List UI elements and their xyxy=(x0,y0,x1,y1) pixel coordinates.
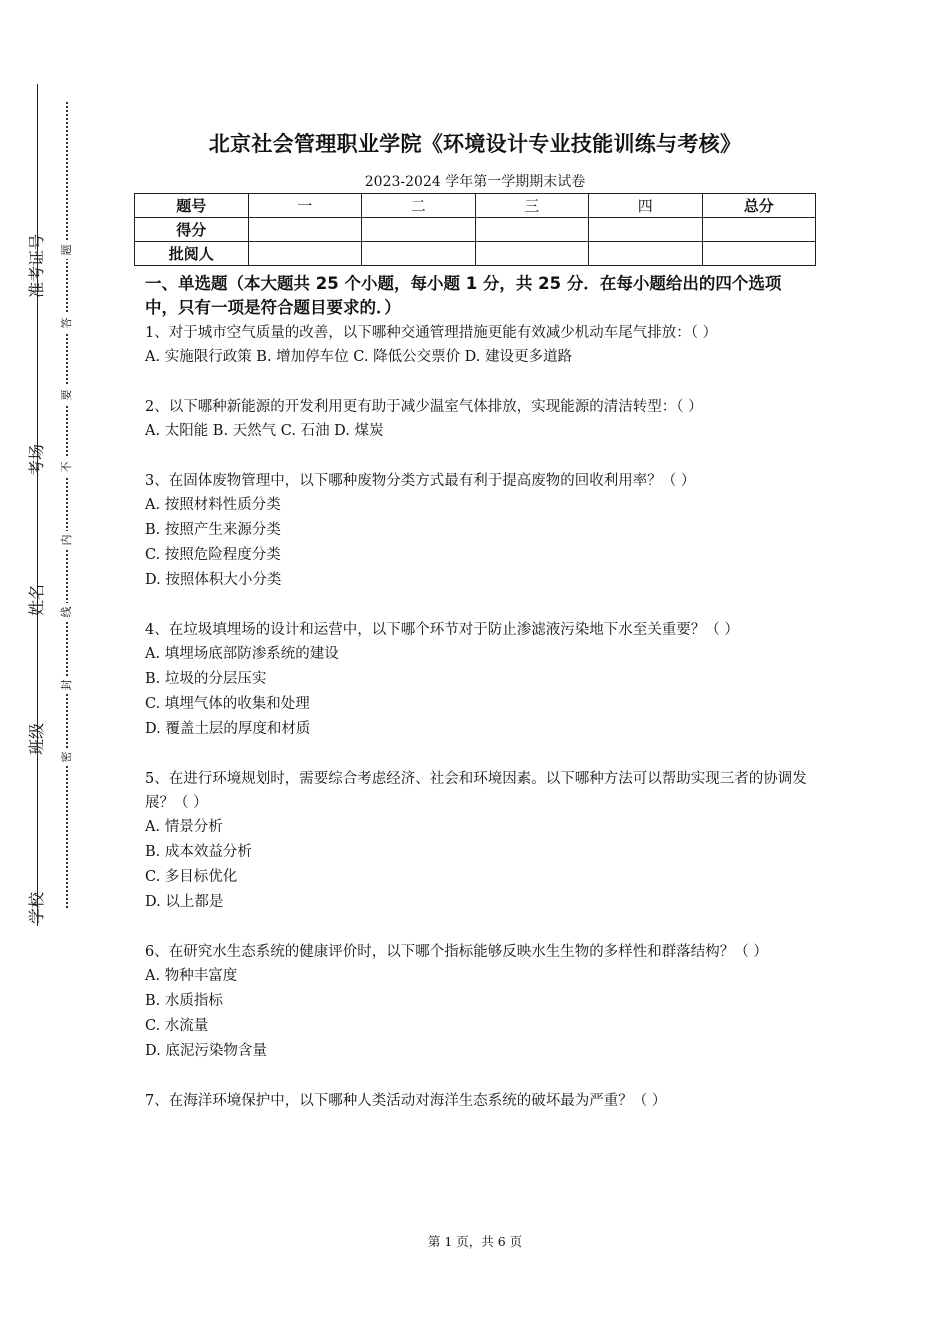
table-cell xyxy=(248,242,362,266)
seal-char: 密 xyxy=(60,748,74,766)
question-option: D. 按照体积大小分类 xyxy=(145,572,282,588)
seal-char: 题 xyxy=(60,241,74,259)
field-label-exam-room: 考场 xyxy=(27,443,46,476)
question-option: A. 按照材料性质分类 xyxy=(145,497,281,513)
table-cell xyxy=(475,218,589,242)
question-option: B. 按照产生来源分类 xyxy=(145,522,281,538)
question xyxy=(145,618,813,742)
table-cell xyxy=(362,242,476,266)
field-label-school: 学校 xyxy=(27,891,46,924)
score-table-row xyxy=(135,218,816,242)
table-cell xyxy=(475,242,589,266)
question-stem: 6、在研究水生态系统的健康评价时，以下哪个指标能够反映水生生物的多样性和群落结构？（ ） xyxy=(145,944,768,960)
question-stem: 1、对于城市空气质量的改善，以下哪种交通管理措施更能有效减少机动车尾气排放：（ ） xyxy=(145,325,718,341)
question xyxy=(145,469,813,593)
table-cell: 批阅人 xyxy=(135,242,249,266)
question xyxy=(145,321,813,370)
question-option: C. 水流量 xyxy=(145,1018,209,1034)
question-option: D. 底泥污染物含量 xyxy=(145,1043,267,1059)
question-option: C. 多目标优化 xyxy=(145,869,238,885)
question-stem: 7、在海洋环境保护中，以下哪种人类活动对海洋生态系统的破坏最为严重？（ ） xyxy=(145,1093,667,1109)
question-option: C. 填埋气体的收集和处理 xyxy=(145,696,310,712)
question-stem: 3、在固体废物管理中，以下哪种废物分类方式最有利于提高废物的回收利用率？（ ） xyxy=(145,473,696,489)
score-table-row xyxy=(135,194,816,218)
question-stem: 4、在垃圾填埋场的设计和运营中，以下哪个环节对于防止渗滤液污染地下水至关重要？（ ） xyxy=(145,622,739,638)
table-cell xyxy=(362,218,476,242)
seal-char: 答 xyxy=(60,314,74,332)
question-options: A. 实施限行政策 B. 增加停车位 C. 降低公交票价 D. 建设更多道路 xyxy=(145,349,573,365)
exam-subtitle: 2023-2024 学年第一学期期末试卷 xyxy=(364,174,586,190)
question-option: A. 情景分析 xyxy=(145,819,223,835)
seal-char: 不 xyxy=(60,458,74,476)
table-cell xyxy=(248,218,362,242)
table-cell xyxy=(702,242,816,266)
field-label-exam-number: 准考证号 xyxy=(27,233,46,298)
section-heading: 一、单选题（本大题共 25 个小题，每小题 1 分，共 25 分．在每小题给出的四个选项中，只有一项是符合题目要求的．） xyxy=(145,274,782,317)
question-option: D. 以上都是 xyxy=(145,894,224,910)
table-cell: 得分 xyxy=(135,218,249,242)
question-option: C. 按照危险程度分类 xyxy=(145,547,281,563)
table-cell: 四 xyxy=(589,194,703,218)
question-option: A. 填埋场底部防渗系统的建设 xyxy=(145,646,339,662)
exam-title: 北京社会管理职业学院《环境设计专业技能训练与考核》 xyxy=(208,132,742,156)
question xyxy=(145,767,813,915)
seal-char: 内 xyxy=(60,531,74,549)
table-cell: 一 xyxy=(248,194,362,218)
table-cell: 总分 xyxy=(702,194,816,218)
question-options: A. 太阳能 B. 天然气 C. 石油 D. 煤炭 xyxy=(145,423,384,439)
question-option: B. 成本效益分析 xyxy=(145,844,252,860)
question-option: B. 水质指标 xyxy=(145,993,223,1009)
table-cell: 二 xyxy=(362,194,476,218)
field-label-class: 班级 xyxy=(27,722,46,755)
field-label-name: 姓名 xyxy=(27,583,46,616)
seal-char: 要 xyxy=(60,386,74,404)
question xyxy=(145,940,813,1064)
question-option: B. 垃圾的分层压实 xyxy=(145,671,267,687)
question-option: A. 物种丰富度 xyxy=(145,968,238,984)
seal-char: 封 xyxy=(60,676,74,694)
score-table-row xyxy=(135,242,816,266)
question-option: D. 覆盖土层的厚度和材质 xyxy=(145,721,311,737)
question xyxy=(145,1089,813,1113)
question-list xyxy=(145,321,813,1138)
table-cell xyxy=(702,218,816,242)
question-stem: 2、以下哪种新能源的开发利用更有助于减少温室气体排放，实现能源的清洁转型：（ ） xyxy=(145,399,703,415)
table-cell xyxy=(589,242,703,266)
seal-dotted-line xyxy=(66,102,68,908)
margin-rule xyxy=(37,84,38,926)
score-table xyxy=(134,193,816,266)
question-stem: 5、在进行环境规划时，需要综合考虑经济、社会和环境因素。以下哪种方法可以帮助实现三者的协调发展？（ ） xyxy=(145,771,807,811)
table-cell: 题号 xyxy=(135,194,249,218)
seal-char: 线 xyxy=(60,603,74,621)
question xyxy=(145,395,813,444)
table-cell xyxy=(589,218,703,242)
table-cell: 三 xyxy=(475,194,589,218)
page-number: 第 1 页，共 6 页 xyxy=(427,1234,523,1249)
